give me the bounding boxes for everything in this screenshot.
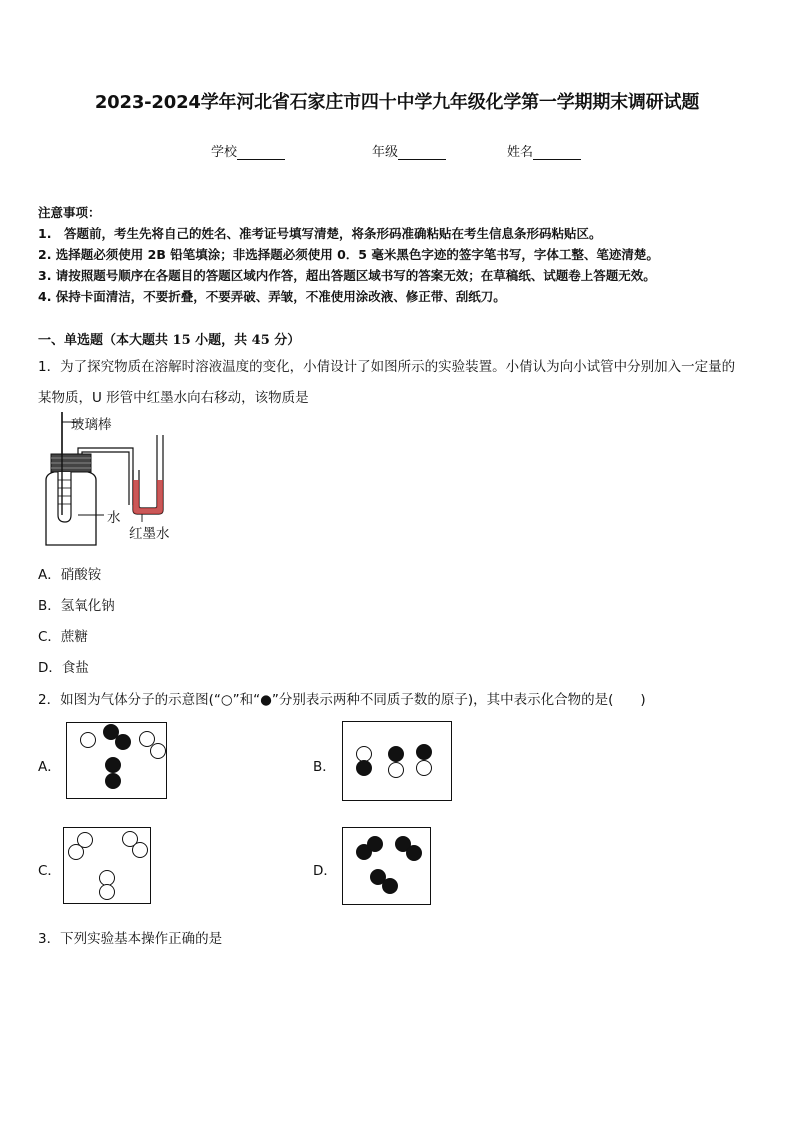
notice-item: 4. 保持卡面清洁，不要折叠，不要弄破、弄皱，不准使用涂改液、修正带、刮纸刀。 <box>38 289 506 304</box>
black-atom <box>115 734 131 750</box>
notice-heading: 注意事项： <box>38 205 101 220</box>
white-atom <box>416 760 432 776</box>
black-atom <box>388 746 404 762</box>
q2-option-d-diagram[interactable] <box>342 827 431 905</box>
name-field <box>507 141 581 160</box>
white-atom <box>132 842 148 858</box>
option-b[interactable]: B．氢氧化钠 <box>38 598 115 614</box>
white-atom <box>80 732 96 748</box>
water-label: 水 <box>107 510 121 526</box>
section-heading: 一、单选题（本大题共 15 小题，共 45 分） <box>38 333 301 348</box>
grade-field <box>372 141 446 160</box>
white-atom <box>68 844 84 860</box>
school-label: 学校 <box>211 145 238 160</box>
q2-option-a-label[interactable]: A． <box>38 759 61 775</box>
black-atom <box>105 773 121 789</box>
black-atom <box>406 845 422 861</box>
white-atom <box>388 762 404 778</box>
school-field <box>211 141 285 160</box>
notice-item: 1. 答题前，考生先将自己的姓名、准考证号填写清楚，将条形码准确粘贴在考生信息条形码粘贴区。 <box>38 226 602 241</box>
q2-option-d-label[interactable]: D． <box>313 863 337 879</box>
question-1-line-2: 某物质，U 形管中红墨水向右移动，该物质是 <box>38 390 309 406</box>
page-title: 2023-2024学年河北省石家庄市四十中学九年级化学第一学期期末调研试题 <box>94 92 700 113</box>
white-atom <box>150 743 166 759</box>
red-ink-label: 红墨水 <box>129 526 170 542</box>
black-atom <box>382 878 398 894</box>
black-atom <box>356 760 372 776</box>
black-atom <box>105 757 121 773</box>
school-blank <box>237 146 285 160</box>
option-c[interactable]: C．蔗糖 <box>38 629 88 645</box>
name-blank <box>533 146 581 160</box>
grade-label: 年级 <box>372 145 399 160</box>
grade-blank <box>398 146 446 160</box>
notice-item: 2. 选择题必须使用 2B 铅笔填涂；非选择题必须使用 0．5 毫米黑色字迹的签字笔书写，字体工整、笔迹清楚。 <box>38 247 659 262</box>
question-2-text: 2．如图为气体分子的示意图(“○”和“●”分别表示两种不同质子数的原子)，其中表示化合物的是( ) <box>38 692 646 708</box>
question-1-line-1: 1．为了探究物质在溶解时溶液温度的变化，小倩设计了如图所示的实验装置。小倩认为向小试管中分别加入一定量的 <box>38 359 736 375</box>
glass-rod-label: 玻璃棒 <box>71 417 112 433</box>
notice-item: 3. 请按照题号顺序在各题目的答题区域内作答，超出答题区域书写的答案无效；在草稿纸、试题卷上答题无效。 <box>38 268 656 283</box>
q2-option-b-label[interactable]: B． <box>313 759 336 775</box>
white-atom <box>99 884 115 900</box>
question-3-text: 3．下列实验基本操作正确的是 <box>38 931 223 947</box>
option-d[interactable]: D．食盐 <box>38 660 89 676</box>
q2-option-c-diagram[interactable] <box>63 827 151 904</box>
option-a[interactable]: A．硝酸铵 <box>38 567 102 583</box>
name-label: 姓名 <box>507 145 534 160</box>
black-atom <box>367 836 383 852</box>
black-atom <box>416 744 432 760</box>
q2-option-c-label[interactable]: C． <box>38 863 61 879</box>
q2-option-a-diagram[interactable] <box>66 722 167 799</box>
q2-option-b-diagram[interactable] <box>342 721 452 801</box>
